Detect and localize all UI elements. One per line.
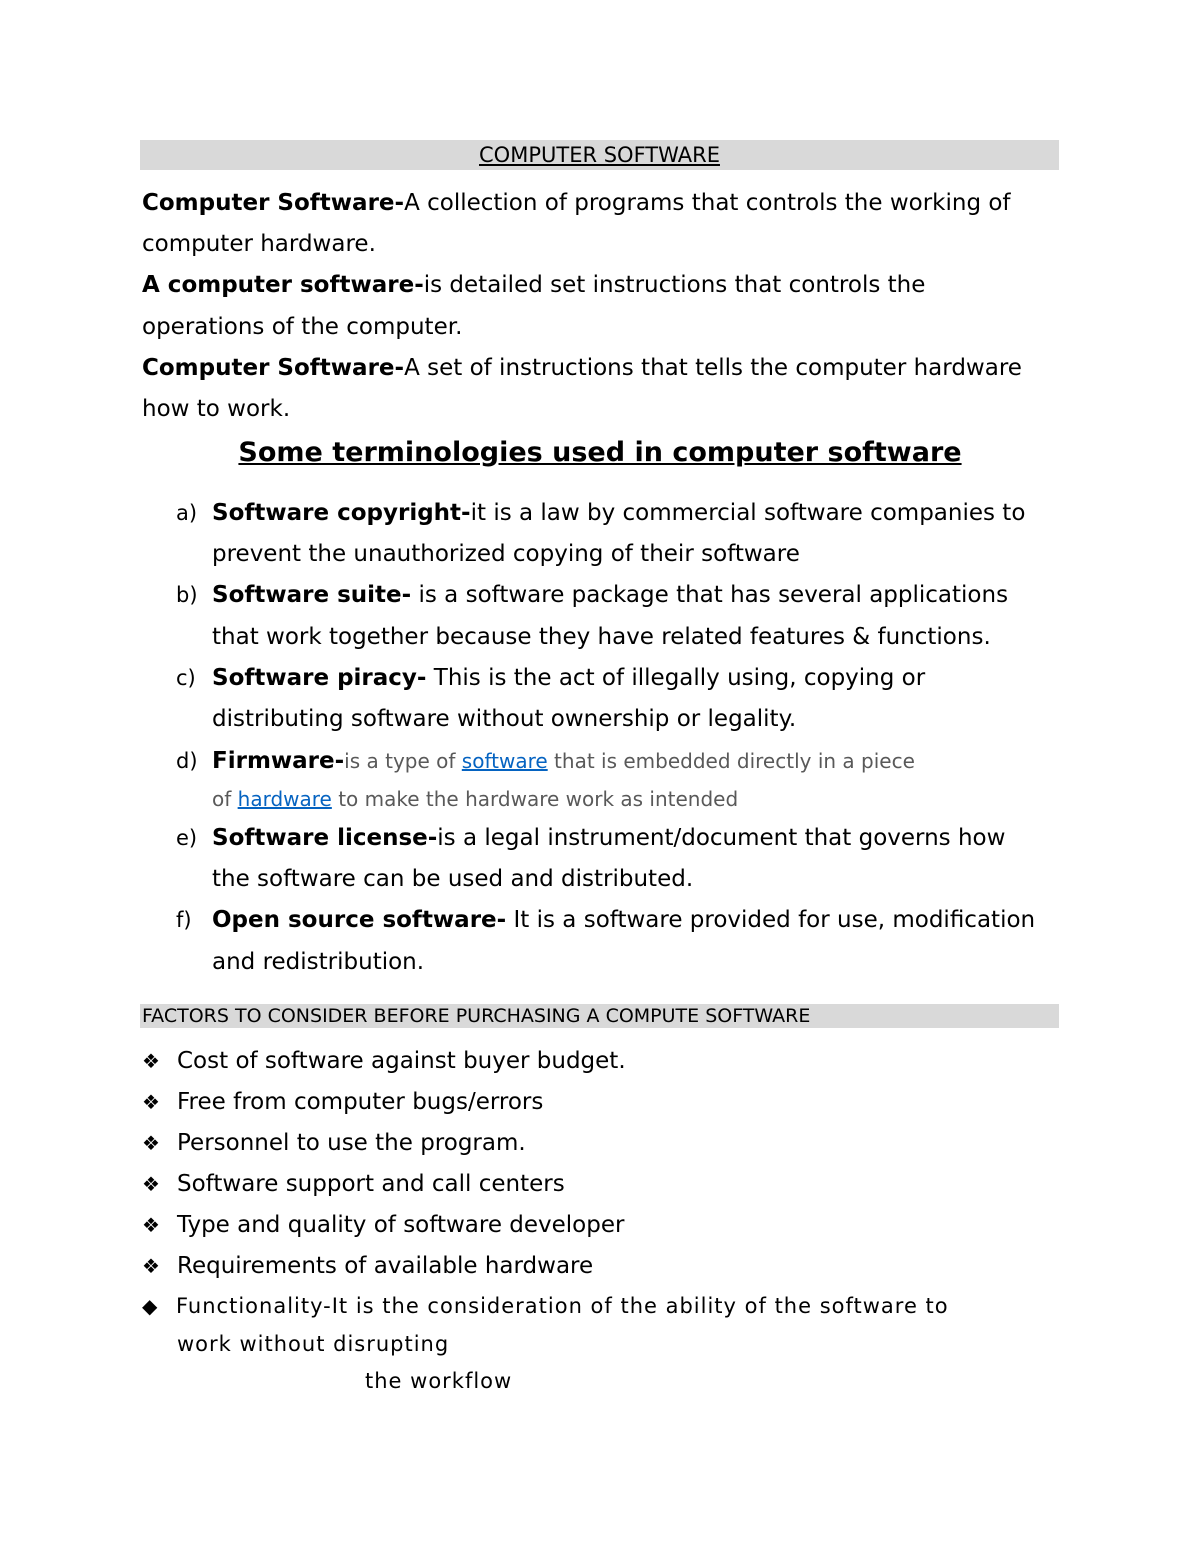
term-text: to make the hardware work as intended xyxy=(331,787,739,811)
definition-3-line2: how to work. xyxy=(142,396,291,422)
hardware-link[interactable]: hardware xyxy=(237,787,332,811)
terminology-heading: Some terminologies used in computer software xyxy=(238,437,962,468)
term-label: Software piracy- xyxy=(212,665,427,691)
functionality-line1: Functionality-It is the consideration of the ability of the software to xyxy=(176,1294,949,1318)
factors-heading-bar xyxy=(140,1004,1059,1028)
term-c-line1 xyxy=(212,663,925,693)
list-marker: a) xyxy=(176,501,198,525)
definition-text: A set of instructions that tells the computer hardware xyxy=(404,355,1022,381)
term-e-line2: the software can be used and distributed. xyxy=(212,866,694,892)
term-a-line2: prevent the unauthorized copying of their software xyxy=(212,541,800,567)
definition-2-line1 xyxy=(142,270,925,300)
definition-term: Computer Software- xyxy=(142,355,405,381)
functionality-line2: work without disrupting xyxy=(177,1332,450,1356)
term-text: is a legal instrument/document that governs how xyxy=(437,825,1006,851)
term-c-line2: distributing software without ownership or legality. xyxy=(212,706,797,732)
term-text: it is a law by commercial software companies to xyxy=(470,500,1026,526)
term-label: Software copyright- xyxy=(212,500,471,526)
term-label: Open source software- xyxy=(212,907,507,933)
term-d-line1 xyxy=(212,746,915,776)
definition-1-line2: computer hardware. xyxy=(142,231,376,257)
definition-text: A collection of programs that controls the working of xyxy=(404,190,1011,216)
term-d-line2 xyxy=(212,784,738,814)
term-text: is a software package that has several applications xyxy=(411,582,1009,608)
list-marker: b) xyxy=(176,583,198,607)
factor-item: Requirements of available hardware xyxy=(177,1253,594,1279)
term-text: It is a software provided for use, modification xyxy=(506,907,1036,933)
diamond-bullet-icon: ❖ xyxy=(142,1172,160,1196)
definition-term: Computer Software- xyxy=(142,190,405,216)
factor-item: Free from computer bugs/errors xyxy=(177,1089,544,1115)
factor-item: Software support and call centers xyxy=(177,1171,565,1197)
diamond-bullet-icon: ❖ xyxy=(142,1090,160,1114)
factor-item: Type and quality of software developer xyxy=(177,1212,625,1238)
definition-3-line1 xyxy=(142,353,1022,383)
factor-item: Personnel to use the program. xyxy=(177,1130,526,1156)
diamond-bullet-icon: ❖ xyxy=(142,1213,160,1237)
definition-term: A computer software- xyxy=(142,272,424,298)
definition-text: is detailed set instructions that controls the xyxy=(423,272,926,298)
solid-bullet-icon: ◆ xyxy=(142,1294,158,1318)
software-link[interactable]: software xyxy=(461,749,548,773)
term-f-line2: and redistribution. xyxy=(212,949,425,975)
term-label: Firmware- xyxy=(212,748,345,774)
page-title: COMPUTER SOFTWARE xyxy=(479,143,720,167)
factors-heading: FACTORS TO CONSIDER BEFORE PURCHASING A COMPUTE SOFTWARE xyxy=(142,1005,811,1027)
factor-item: Cost of software against buyer budget. xyxy=(177,1048,626,1074)
title-bar xyxy=(140,140,1059,170)
diamond-bullet-icon: ❖ xyxy=(142,1049,160,1073)
term-f-line1 xyxy=(212,905,1035,935)
list-marker: d) xyxy=(176,749,198,773)
diamond-bullet-icon: ❖ xyxy=(142,1131,160,1155)
term-a-line1 xyxy=(212,498,1025,528)
term-text: that is embedded directly in a piece xyxy=(547,749,915,773)
definition-2-line2: operations of the computer. xyxy=(142,314,463,340)
term-text: is a type of xyxy=(344,749,462,773)
functionality-line3: the workflow xyxy=(365,1369,513,1393)
term-b-line1 xyxy=(212,580,1008,610)
term-label: Software suite- xyxy=(212,582,412,608)
term-text: of xyxy=(212,787,238,811)
list-marker: e) xyxy=(176,826,198,850)
term-e-line1 xyxy=(212,823,1005,853)
term-text: This is the act of illegally using, copying or xyxy=(426,665,926,691)
definition-1-line1 xyxy=(142,188,1011,218)
diamond-bullet-icon: ❖ xyxy=(142,1254,160,1278)
list-marker: f) xyxy=(176,908,192,932)
term-b-line2: that work together because they have related features & functions. xyxy=(212,624,991,650)
term-label: Software license- xyxy=(212,825,438,851)
list-marker: c) xyxy=(176,666,196,690)
